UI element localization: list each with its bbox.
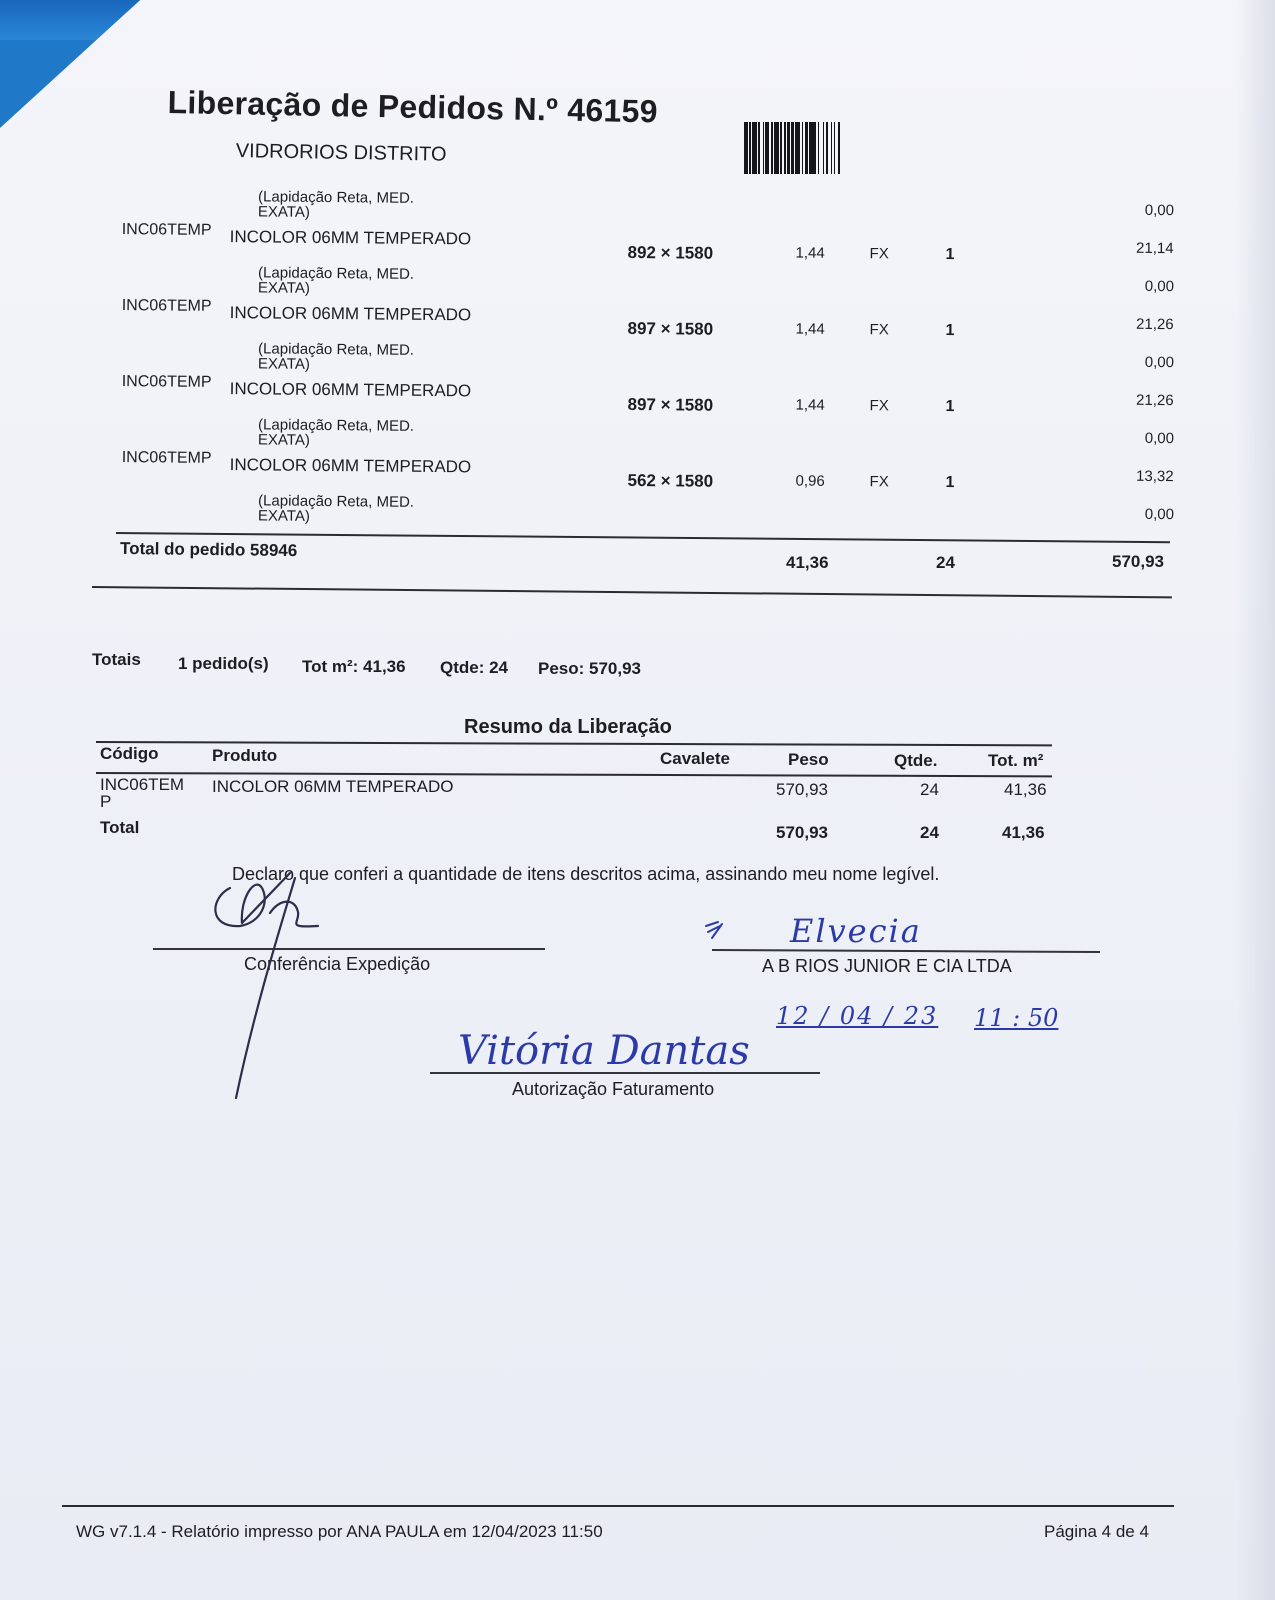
expedition-label: Conferência Expedição [244, 954, 431, 974]
item-qty: 1 [945, 397, 955, 416]
footer-page-number: Página 4 de 4 [1044, 1522, 1149, 1541]
footer-rule [62, 1505, 1174, 1507]
lapidation-note: (Lapidação Reta, MED. EXATA) [257, 416, 415, 449]
document-title: Liberação de Pedidos N.º 46159 [167, 84, 659, 130]
item-dimensions: 562 × 1580 [627, 470, 714, 491]
order-total-label: Total do pedido 58946 [119, 538, 298, 561]
order-total-value: 570,93 [1112, 552, 1164, 571]
lapidation-value: 0,00 [1144, 353, 1175, 372]
summary-row-m2: 41,36 [1004, 780, 1047, 799]
summary-total-label: Total [100, 818, 140, 837]
item-product: INCOLOR 06MM TEMPERADO [229, 455, 472, 477]
handwritten-name: Elvecia [790, 912, 922, 950]
item-value: 21,26 [1136, 315, 1174, 334]
lapidation-note: (Lapidação Reta, MED. EXATA) [257, 264, 415, 297]
summary-total-weight: 570,93 [776, 823, 828, 842]
item-unit: FX [869, 321, 889, 339]
expedition-signature-scribble [200, 868, 340, 1128]
item-dimensions: 892 × 1580 [627, 242, 714, 263]
summary-row-qty: 24 [920, 780, 939, 799]
billing-label: Autorização Faturamento [512, 1079, 715, 1099]
item-unit: FX [869, 473, 889, 491]
item-qty: 1 [945, 473, 955, 492]
pen-mark [702, 918, 730, 946]
item-dimensions: 897 × 1580 [627, 318, 714, 339]
lapidation-note: (Lapidação Reta, MED. EXATA) [257, 492, 415, 525]
handwritten-date: 12 / 04 / 23 [776, 1002, 939, 1030]
item-code: INC06TEMP [121, 449, 212, 467]
totals-weight: Peso: 570,93 [538, 659, 642, 678]
summary-header-code: Código [100, 744, 159, 763]
item-product: INCOLOR 06MM TEMPERADO [229, 227, 472, 249]
summary-title: Resumo da Liberação [464, 716, 672, 738]
totals-label: Totais [92, 650, 141, 669]
item-m2: 1,44 [795, 320, 825, 338]
item-code: INC06TEMP [121, 221, 212, 239]
lapidation-value: 0,00 [1144, 429, 1175, 448]
item-qty: 1 [945, 245, 955, 264]
item-dimensions: 897 × 1580 [627, 394, 714, 415]
item-unit: FX [869, 245, 889, 263]
item-product: INCOLOR 06MM TEMPERADO [229, 379, 472, 401]
order-total-qty: 24 [936, 553, 955, 572]
lapidation-value: 0,00 [1144, 505, 1175, 524]
item-m2: 0,96 [795, 472, 825, 490]
totals-m2: Tot m²: 41,36 [302, 657, 406, 676]
order-total-m2: 41,36 [786, 553, 829, 572]
summary-total-m2: 41,36 [1002, 823, 1045, 842]
footer-print-info: WG v7.1.4 - Relatório impresso por ANA PAULA em 12/04/2023 11:50 [76, 1522, 603, 1541]
item-value: 21,14 [1136, 239, 1174, 258]
item-code: INC06TEMP [121, 373, 212, 391]
lapidation-note: (Lapidação Reta, MED. EXATA) [257, 340, 415, 373]
summary-row-product: INCOLOR 06MM TEMPERADO [212, 777, 454, 796]
handwritten-time: 11 : 50 [974, 1004, 1059, 1032]
summary-header-product: Produto [212, 746, 278, 765]
item-product: INCOLOR 06MM TEMPERADO [229, 303, 472, 325]
summary-header-qty: Qtde. [894, 751, 938, 770]
summary-header-m2: Tot. m² [988, 751, 1044, 770]
item-m2: 1,44 [795, 244, 825, 262]
item-m2: 1,44 [795, 396, 825, 414]
summary-row-code: INC06TEM P [100, 775, 185, 811]
summary-total-qty: 24 [920, 823, 939, 842]
barcode-bar [840, 122, 844, 174]
company-name: VIDRORIOS DISTRITO [235, 140, 447, 166]
item-unit: FX [869, 397, 889, 415]
totals-qty: Qtde: 24 [440, 658, 509, 677]
lapidation-value: 0,00 [1144, 277, 1175, 296]
handwritten-billing-signature: Vitória Dantas [458, 1028, 750, 1074]
barcode [744, 122, 930, 174]
item-value: 13,32 [1136, 467, 1174, 486]
lapidation-note: (Lapidação Reta, MED. EXATA) [257, 188, 415, 221]
lapidation-value: 0,00 [1144, 201, 1175, 220]
declaration-text: Declaro que conferi a quantidade de itens descritos acima, assinando meu nome legível. [232, 864, 940, 884]
totals-orders: 1 pedido(s) [178, 654, 269, 673]
summary-header-rack: Cavalete [660, 749, 730, 768]
summary-row-weight: 570,93 [776, 780, 828, 799]
company-label: A B RIOS JUNIOR E CIA LTDA [762, 956, 1012, 976]
item-qty: 1 [945, 321, 955, 340]
item-code: INC06TEMP [121, 297, 212, 315]
item-value: 21,26 [1136, 391, 1174, 410]
summary-header-weight: Peso [788, 750, 829, 769]
